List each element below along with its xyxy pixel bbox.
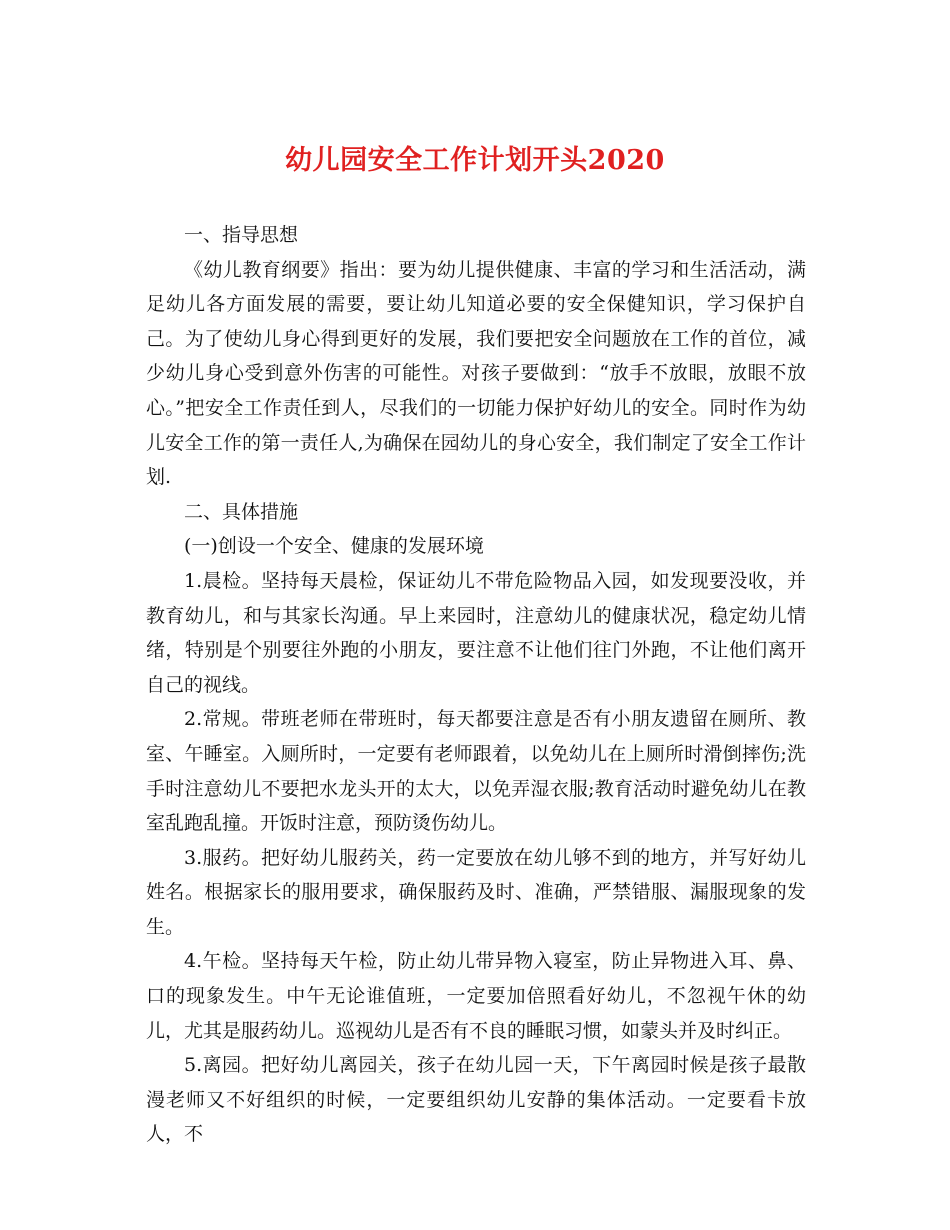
paragraph-noon-check: 4.午检。坚持每天午检，防止幼儿带异物入寝室，防止异物进入耳、鼻、口的现象发生。中午无论谁值班，一定要加倍照看好幼儿，不忽视午休的幼儿，尤其是服药幼儿。巡视幼儿是否有不良的睡眠习惯，如蒙头并及时纠正。 xyxy=(146,950,806,1042)
section-heading-guiding-ideology: 一、指导思想 xyxy=(184,224,299,246)
section-heading-specific-measures: 二、具体措施 xyxy=(184,500,299,523)
paragraph-morning-check: 1.晨检。坚持每天晨检，保证幼儿不带危险物品入园，如发现要没收，并教育幼儿，和与其家长沟通。早上来园时，注意幼儿的健康状况，稳定幼儿情绪，特别是个别要往外跑的小朋友，要注意不让他们往门外跑，不让他们离开自己的视线。 xyxy=(146,569,806,696)
document-title: 幼儿园安全工作计划开头2020 xyxy=(285,145,665,176)
paragraph-routine: 2.常规。带班老师在带班时，每天都要注意是否有小朋友遗留在厕所、教室、午睡室。入厕所时，一定要有老师跟着，以免幼儿在上厕所时滑倒摔伤;洗手时注意幼儿不要把水龙头开的太大，以免弄湿衣服;教育活动时避免幼儿在教室乱跑乱撞。开饭时注意，预防烫伤幼儿。 xyxy=(146,708,806,835)
subsection-heading-environment: (一)创设一个安全、健康的发展环境 xyxy=(184,535,484,558)
paragraph-departure: 5.离园。把好幼儿离园关，孩子在幼儿园一天，下午离园时候是孩子最散漫老师又不好组织的时候，一定要组织幼儿安静的集体活动。一定要看卡放人，不 xyxy=(146,1054,806,1146)
paragraph-medication: 3.服药。把好幼儿服药关，药一定要放在幼儿够不到的地方，并写好幼儿姓名。根据家长的服用要求，确保服药及时、准确，严禁错服、漏服现象的发生。 xyxy=(146,846,806,938)
paragraph-guiding-ideology: 《幼儿教育纲要》指出：要为幼儿提供健康、丰富的学习和生活活动，满足幼儿各方面发展的需要，要让幼儿知道必要的安全保健知识，学习保护自己。为了使幼儿身心得到更好的发展，我们要把安全问题放在工作的首位，减少幼儿身心受到意外伤害的可能性。对孩子要做到：“放手不放眼，放眼不放心。”把安全工作责任到人，尽我们的一切能力保护好幼儿的安全。同时作为幼儿安全工作的第一责任人,为确保在园幼儿的身心安全，我们制定了安全工作计划. xyxy=(146,258,806,489)
document-body xyxy=(146,218,806,1152)
